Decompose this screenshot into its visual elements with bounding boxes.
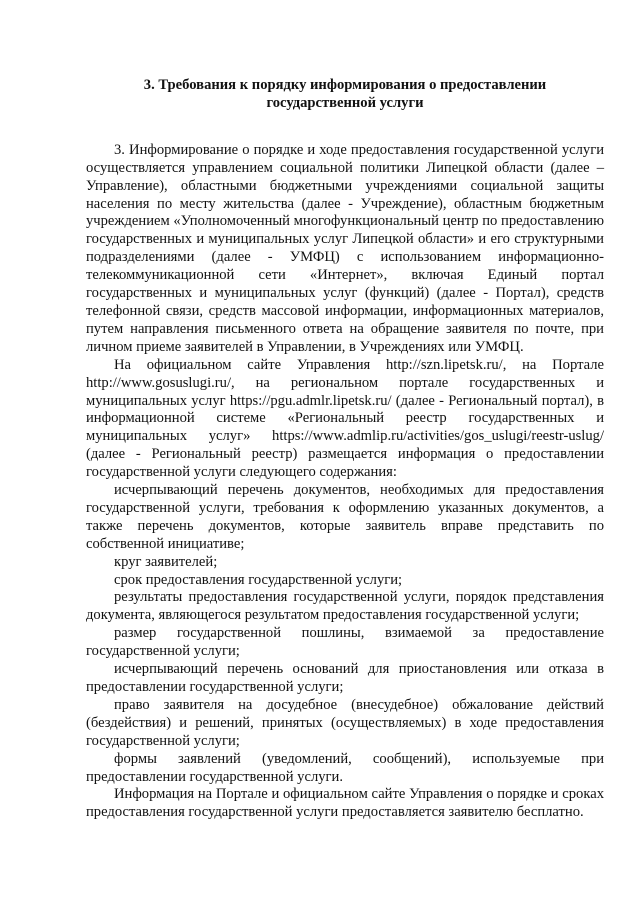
paragraph-informing-procedure: 3. Информирование о порядке и ходе предоставления государственной услуги осуществляется управлением социальной политики Липецкой области (далее – Управление), областными бюджетными учреждениями социальной защиты населения по месту жительства (далее - Учреждение), областным бюджетным учреждением «Уполномоченный многофункциональный центр по предоставлению государственных и муниципальных услуг Липецкой области» и его структурными подразделениями (далее - УМФЦ) с использованием информационно-телекоммуникационной сети «Интернет», включая Единый портал государственных и муниципальных услуг (функций) (далее - Портал), средств телефонной связи, средств массовой информации, информационных материалов, путем направления письменного ответа на обращение заявителя по почте, при личном приеме заявителей в Управлении, в Учреждениях или УМФЦ.: [86, 141, 604, 355]
section-heading-line-2: государственной услуги: [266, 94, 424, 111]
section-heading-line-1: 3. Требования к порядку информирования о предоставлении: [143, 77, 547, 93]
list-item-appeal-right: право заявителя на досудебное (внесудебное) обжалование действий (бездействия) и решений, принятых (осуществляемых) в ходе предоставления государственной услуги;: [86, 696, 604, 749]
list-item-results: результаты предоставления государственной услуги, порядок представления документа, являющегося результатом предоставления государственной услуги;: [86, 589, 604, 624]
paragraph-free-of-charge: Информация на Портале и официальном сайте Управления о порядке и сроках предоставления государственной услуги предоставляется заявителю бесплатно.: [86, 786, 604, 821]
paragraph-official-sites: На официальном сайте Управления http://szn.lipetsk.ru/, на Портале http://www.gosuslugi.ru/, на региональном портале государственных и муниципальных услуг https://pgu.admlr.lipetsk.ru/ (далее - Региональный портал), в информационной системе «Региональный реестр государственных и муниципальных услуг» https://www.admlip.ru/activities/gos_uslugi/reestr-uslug/ (далее - Региональный реестр) размещается информация о предоставлении государственной услуги следующего содержания:: [86, 356, 604, 481]
list-item-documents: исчерпывающий перечень документов, необходимых для предоставления государственной услуги, требования к оформлению указанных документов, а также перечень документов, которые заявитель вправе представить по собственной инициативе;: [86, 482, 604, 552]
list-item-forms: формы заявлений (уведомлений, сообщений), используемые при предоставлении государственной услуги.: [86, 750, 604, 785]
list-item-term: срок предоставления государственной услуги;: [114, 571, 403, 588]
list-item-applicants: круг заявителей;: [114, 553, 218, 570]
document-body: [86, 77, 604, 822]
section-heading: [86, 77, 604, 113]
list-item-duty: размер государственной пошлины, взимаемой за предоставление государственной услуги;: [86, 625, 604, 660]
list-item-refusal-grounds: исчерпывающий перечень оснований для приостановления или отказа в предоставлении государственной услуги;: [86, 661, 604, 695]
